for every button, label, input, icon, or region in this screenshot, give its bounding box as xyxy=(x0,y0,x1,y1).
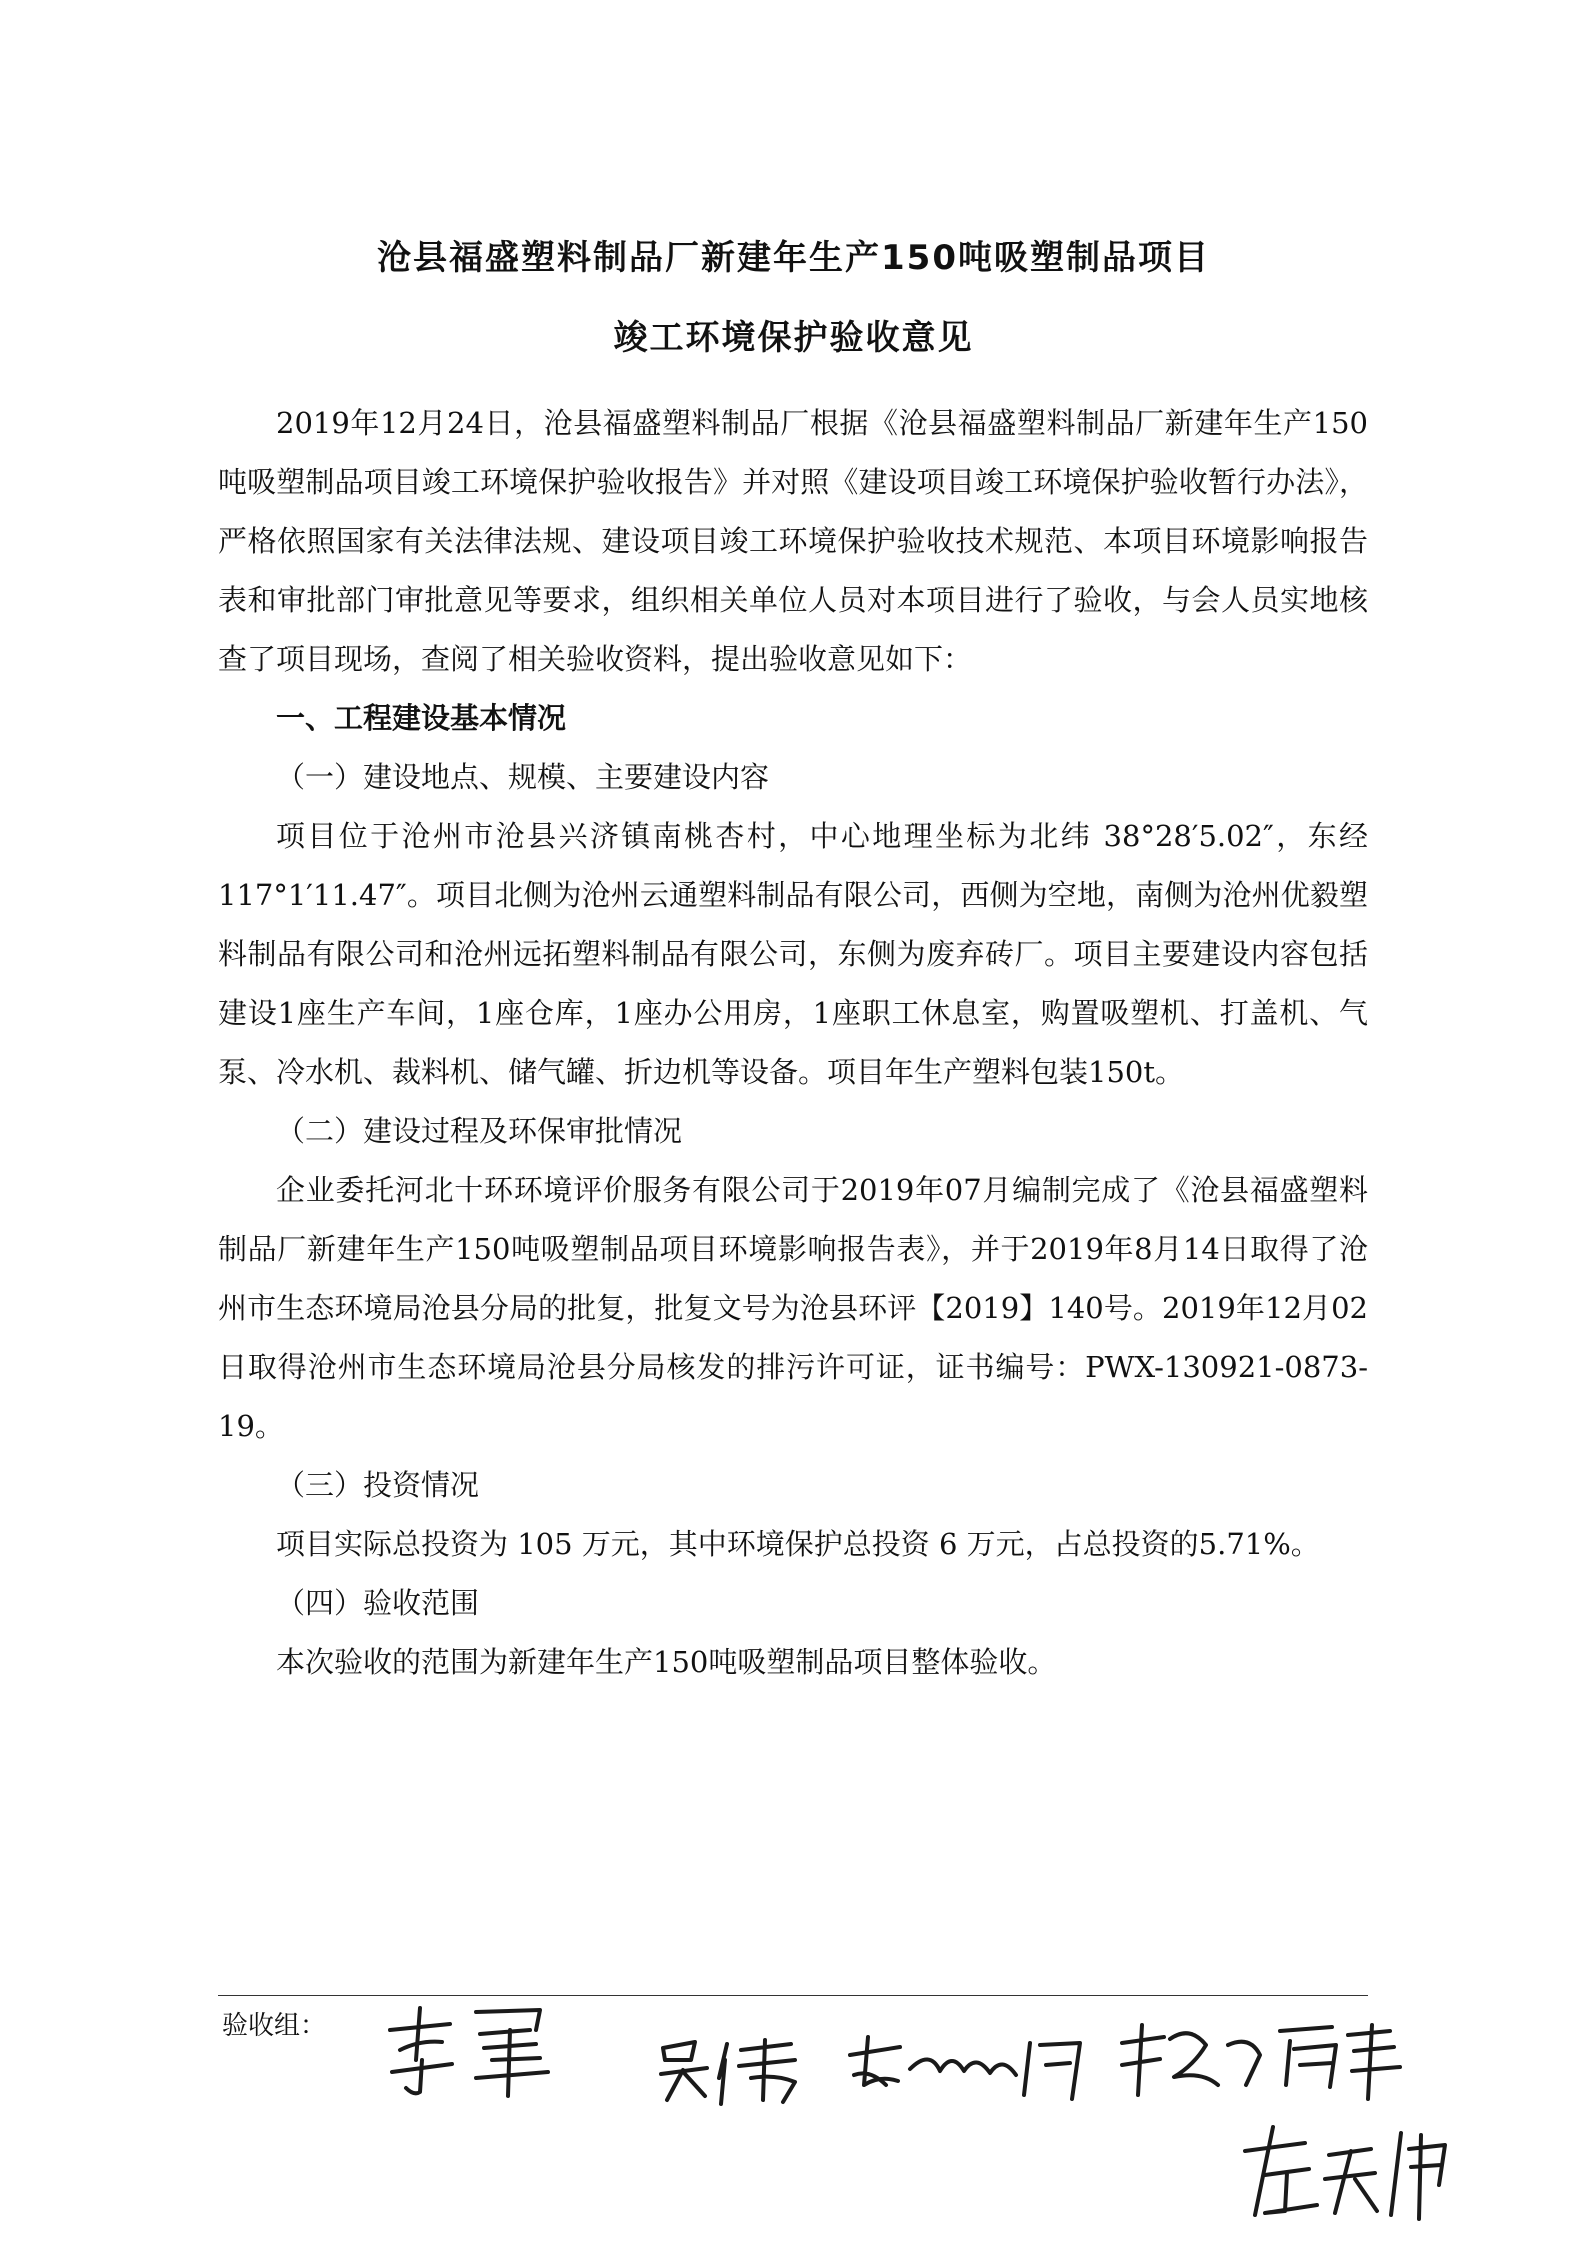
acceptance-group-label: 验收组： xyxy=(222,2011,327,2041)
intro-paragraph: 2019年12月24日，沧县福盛塑料制品厂根据《沧县福盛塑料制品厂新建年生产150吨吸塑制品项目竣工环境保护验收报告》并对照《建设项目竣工环境保护验收暂行办法》，严格依照国家有关法律法规、建设项目竣工环境保护验收技术规范、本项目环境影响报告表和审批部门审批意见等要求，组织相关单位人员对本项目进行了验收，与会人员实地核查了项目现场，查阅了相关验收资料，提出验收意见如下： xyxy=(218,406,1368,676)
subsection-heading-3: （三）投资情况 xyxy=(276,1468,480,1502)
signature-zuo-tianwei xyxy=(1225,2115,1455,2225)
document-subtitle: 竣工环境保护验收意见 xyxy=(613,318,974,358)
signature-fang-xinghua xyxy=(1110,2015,1410,2105)
document-body xyxy=(218,394,1368,1692)
approval-paragraph: 企业委托河北十环环境评价服务有限公司于2019年07月编制完成了《沧县福盛塑料制品厂新建年生产150吨吸塑制品项目环境影响报告表》，并于2019年8月14日取得了沧州市生态环境局沧县分局的批复，批复文号为沧县环评【2019】140号。2019年12月02日取得沧州市生态环境局沧县分局核发的排污许可证，证书编号：PWX-130921-0873-19。 xyxy=(218,1173,1368,1443)
scope-paragraph: 本次验收的范围为新建年生产150吨吸塑制品项目整体验收。 xyxy=(276,1645,1057,1679)
subsection-heading-1: （一）建设地点、规模、主要建设内容 xyxy=(276,760,770,794)
signature-wu-wei xyxy=(655,2030,805,2110)
subsection-heading-2: （二）建设过程及环保审批情况 xyxy=(276,1114,683,1148)
subsection-heading-4: （四）验收范围 xyxy=(276,1586,480,1620)
investment-paragraph: 项目实际总投资为 105 万元，其中环境保护总投资 6 万元，占总投资的5.71%。 xyxy=(276,1527,1320,1561)
signature-scribble-1 xyxy=(840,2025,1100,2105)
signature-li-jun xyxy=(380,2000,560,2100)
section-heading-1: 一、工程建设基本情况 xyxy=(276,701,567,735)
location-paragraph: 项目位于沧州市沧县兴济镇南桃杏村，中心地理坐标为北纬 38°28′5.02″，东经 117°1′11.47″。项目北侧为沧州云通塑料制品有限公司，西侧为空地，南侧为沧州优毅塑料制品有限公司和沧州远拓塑料制品有限公司，东侧为废弃砖厂。项目主要建设内容包括建设1座生产车间，1座仓库，1座办公用房，1座职工休息室，购置吸塑机、打盖机、气泵、冷水机、裁料机、储气罐、折边机等设备。项目年生产塑料包装150t。 xyxy=(218,819,1368,1089)
document-title: 沧县福盛塑料制品厂新建年生产150吨吸塑制品项目 xyxy=(377,238,1210,278)
footer-divider xyxy=(218,1995,1368,1996)
